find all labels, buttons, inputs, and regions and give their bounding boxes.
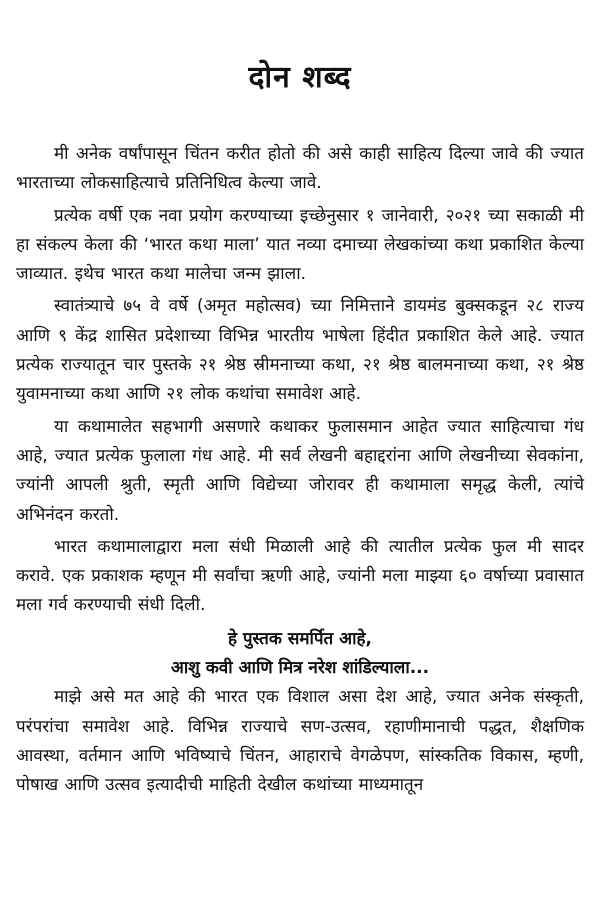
document-body [16, 140, 584, 801]
closing-paragraph: माझे असे मत आहे की भारत एक विशाल असा देश आहे, ज्यात अनेक संस्कृती, परंपरांचा समावेश आहे. विभिन्न राज्याचे सण-उत्सव, रहाणीमानाची पद्धत, शैक्षणिक आवस्था, वर्तमान आणि भविष्याचे चिंतन, आहाराचे वेगळेपण, सांस्कतिक विकास, म्हणी, पोषाख आणि उत्सव इत्यादीची माहिती देखील कथांच्या माध्यमातून [16, 687, 584, 796]
paragraph-5: भारत कथामालाद्वारा मला संधी मिळाली आहे की त्यातील प्रत्येक फुल मी सादर करावे. एक प्रकाशक म्हणून मी सर्वांचा ऋणी आहे, ज्यांनी मला माझ्या ६० वर्षाच्या प्रवासात मला गर्व करण्याची संधी दिली. [16, 536, 584, 616]
paragraph-3: स्वातंत्र्याचे ७५ वे वर्षे (अमृत महोत्सव) च्या निमित्ताने डायमंड बुक्सकडून २८ राज्य आणि ९ केंद्र शासित प्रदेशाच्या विभिन्न भारतीय भाषेला हिंदीत प्रकाशित केले आहे. ज्यात प्रत्येक राज्यातून चार पुस्तके २१ श्रेष्ठ स्रीमनाच्या कथा, २१ श्रेष्ठ बालमनाच्या कथा, २१ श्रेष्ठ युवामनाच्या कथा आणि २१ लोक कथांचा समावेश आहे. [16, 296, 584, 405]
paragraph-4: या कथामालेत सहभागी असणारे कथाकर फुलासमान आहेत ज्यात साहित्याचा गंध आहे, ज्यात प्रत्येक फुलाला गंध आहे. मी सर्व लेखनी बहाद्दरांना आणि लेखनीच्या सेवकांना, ज्यांनी आपली श्रुती, स्मृती आणि विद्येच्या जोरावर ही कथामाला समृद्ध केली, त्यांचे अभिनंदन करतो. [16, 416, 584, 525]
paragraph-1: मी अनेक वर्षांपासून चिंतन करीत होतो की असे काही साहित्य दिल्या जावे की ज्यात भारताच्या लोकसाहित्याचे प्रतिनिधित्व केल्या जावे. [16, 144, 584, 194]
dedication-line-1: हे पुस्तक समर्पित आहे, [227, 628, 373, 649]
paragraph-2: प्रत्येक वर्षी एक नवा प्रयोग करण्याच्या इच्छेनुसार १ जानेवारी, २०२१ च्या सकाळी मी हा संकल्प केला की ‘भारत कथा माला’ यात नव्या दमाच्या लेखकांच्या कथा प्रकाशित केल्या जाव्यात. इथेच भारत कथा मालेचा जन्म झाला. [16, 205, 584, 285]
dedication-line-2: आशु कवी आणि मित्र नरेश शांडिल्याला... [170, 658, 430, 679]
page-title: दोन शब्द [248, 60, 352, 95]
